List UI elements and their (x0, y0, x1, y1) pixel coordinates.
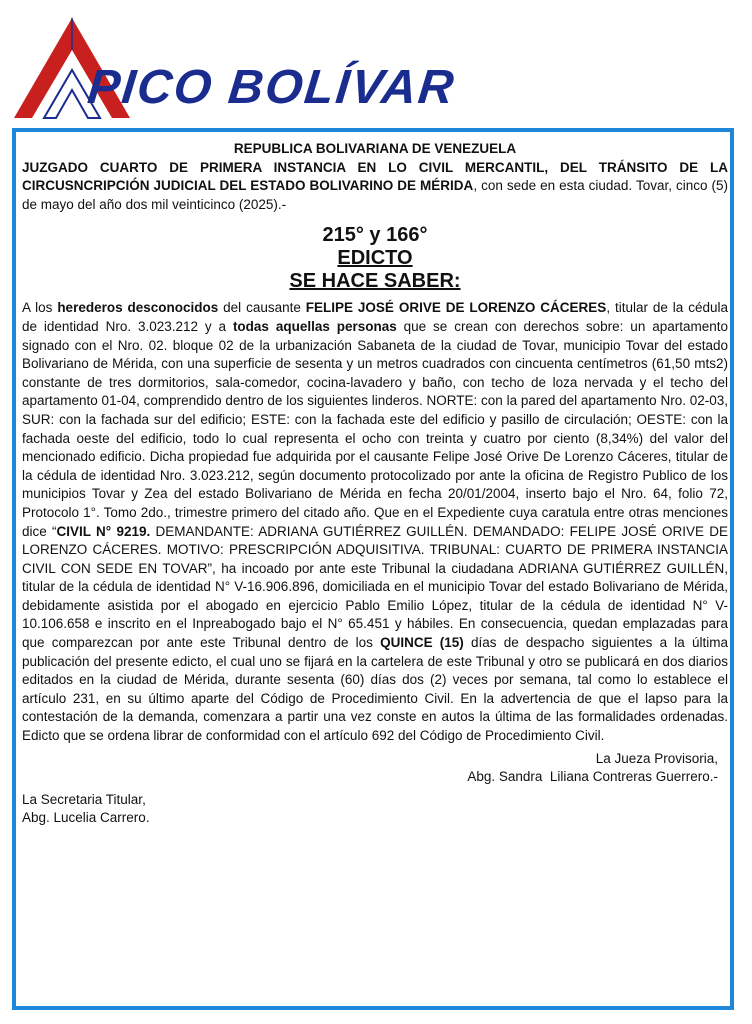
secretary-signature (22, 791, 728, 828)
se-hace-saber-heading (22, 270, 728, 293)
judge-signature (22, 750, 728, 787)
court-name: JUZGADO CUARTO DE PRIMERA INSTANCIA EN LO CIVIL MERCANTIL, DEL TRÁNSITO DE LA CIRCUSNCRIPCIÓN JUDICIAL DEL ESTADO BOLIVARINO DE MÉRIDA (22, 159, 728, 194)
edicto-heading (22, 247, 728, 270)
secretary-title: La Secretaria Titular, (22, 791, 146, 807)
court-heading (22, 159, 728, 215)
republic-heading: REPUBLICA BOLIVARIANA DE VENEZUELA (233, 141, 517, 156)
se-hace-saber-title: SE HACE SABER: (289, 270, 461, 293)
years-heading: 215° y 166° (322, 224, 428, 247)
court-location-date: , con sede en esta ciudad. Tovar, cinco (5) de mayo del año dos mil veinticinco (2025).- (22, 178, 728, 212)
edict-body: A los herederos desconocidos del causante FELIPE JOSÉ ORIVE DE LORENZO CÁCERES, titular de la cédula de identidad Nro. 3.023.212 y a todas aquellas personas que se crean con derechos sobre: un apartamento signado con el Nro. 02. bloque 02 de la urbanización Sabaneta de la ciudad de Tovar, municipio Tovar del estado Bolivariano de Mérida, con una superficie de sesenta y un metros cuadrados con cincuenta centímetros (61,50 mts2) constante de tres dormitorios, sala-comedor, cocina-lavadero y baño, con techo de loza nervada y el techo del apartamento 01-04, comprendido dentro de los siguientes linderos. NORTE: con la pared del apartamento Nro. 02-03, SUR: con la fachada sur del edificio; ESTE: con la fachada este del edificio y pasillo de circulación; OESTE: con la fachada oeste del edificio, todo lo cual representa el ocho con treinta y cuatro por ciento (8,34%) del valor del mencionado edificio. Dicha propiedad fue adquirida por el causante Felipe José Orive De Lorenzo Cáceres, titular de la cédula de identidad Nro. 3.023.212, según documento protocolizado por ante la oficina de Registro Publico de los municipios Tovar y Zea del estado Bolivariano de Mérida en fecha 20/01/2004, inserto bajo el Nro. 64, folio 72, Protocolo 1°. Tomo 2do., trimestre primero del citado año. Que en el Expediente cuya caratula entre otras menciones dice “CIVIL N° 9219. DEMANDANTE: ADRIANA GUTIÉRREZ GUILLÉN. DEMANDADO: FELIPE JOSÉ ORIVE DE LORENZO CÁCERES. MOTIVO: PRESCRIPCIÓN ADQUISITIVA. TRIBUNAL: CUARTO DE PRIMERA INSTANCIA CIVIL CON SEDE EN TOVAR”, ha incoado por ante este Tribunal la ciudadana ADRIANA GUTIÉRREZ GUILLÉN, titular de la cédula de identidad N° V-16.906.896, domiciliada en el municipio Tovar del estado Bolivariano de Mérida, debidamente asistida por el abogado en ejercicio Pablo Emilio López, titular de la cédula de identidad N° V-10.106.658 e inscrito en el Inpreabogado bajo el N° 65.451 y hábiles. En consecuencia, quedan emplazadas para que comparezcan por ante este Tribunal dentro de los QUINCE (15) días de despacho siguientes a la última publicación del presente edicto, el cual uno se fijará en la cartelera de este Tribunal y otro se publicará en dos diarios editados en la ciudad de Mérida, durante sesenta (60) días dos (2) veces por semana, tal como lo establece el artículo 231, en su último aparte del Código de Procedimiento Civil. En la advertencia de que el lapso para la contestación de la demanda, comenzara a partir una vez conste en autos la última de las formalidades ordenadas. Edicto que se ordena librar de conformidad con el artículo 692 del Código de Procedimiento Civil. (22, 300, 729, 744)
judge-title: La Jueza Provisoria, (595, 750, 718, 766)
edicto-title: EDICTO (337, 247, 413, 270)
edict-content (22, 140, 728, 828)
secretary-name: Abg. Lucelia Carrero. (22, 810, 150, 826)
newspaper-logo (14, 10, 458, 122)
judge-name: Abg. Sandra Liliana Contreras Guerrero.- (467, 769, 718, 785)
logo-wordmark: PICO BOLÍVAR (85, 61, 458, 114)
